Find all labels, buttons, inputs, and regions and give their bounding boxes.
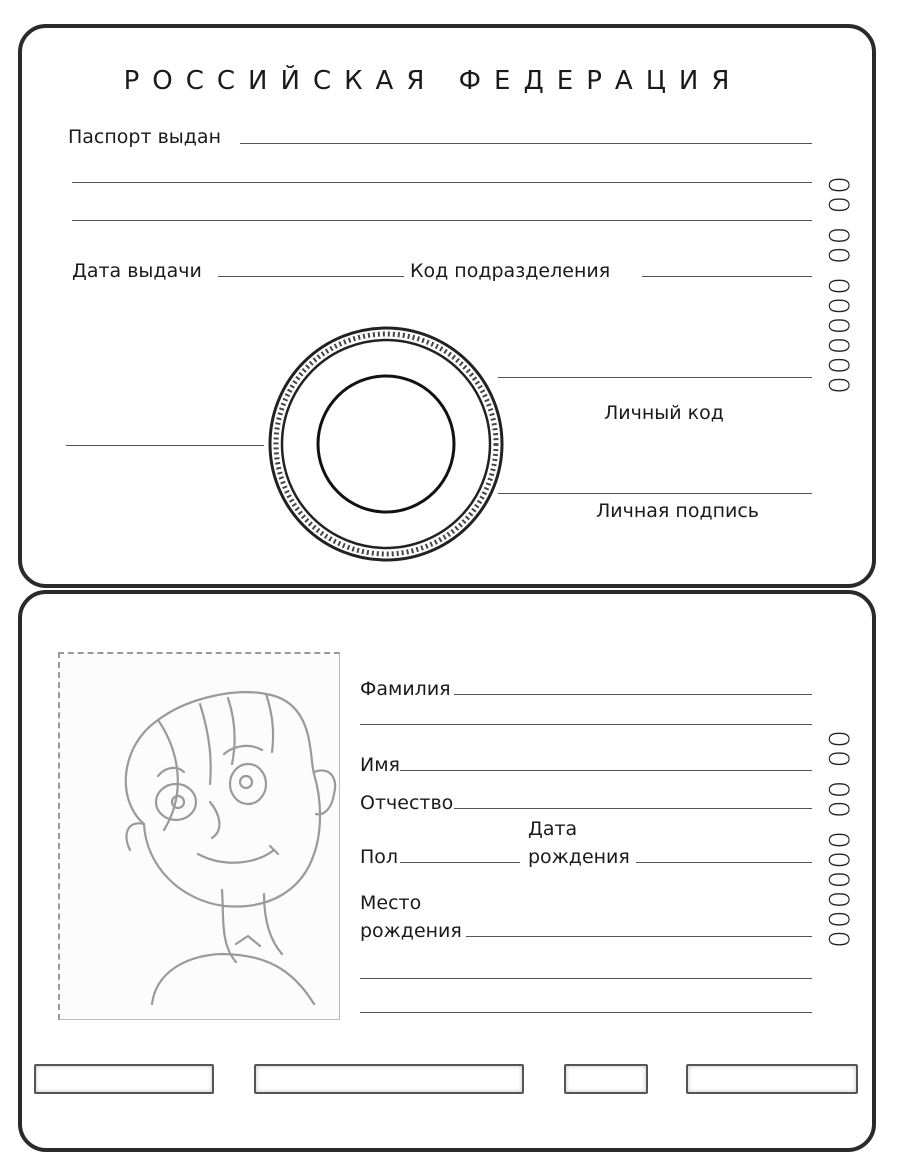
- personal-signature-label: Личная подпись: [596, 500, 759, 522]
- mrz-box-3[interactable]: [564, 1064, 648, 1094]
- mrz-box-4[interactable]: [686, 1064, 858, 1094]
- personal-code-line[interactable]: [498, 377, 812, 378]
- serial-number-top: 000000 00 00: [823, 174, 856, 394]
- issued-by-line-3[interactable]: [72, 220, 812, 221]
- surname-line-1[interactable]: [454, 694, 812, 695]
- photo-frame: [58, 652, 340, 1020]
- name-line[interactable]: [400, 770, 812, 771]
- surname-line-2[interactable]: [360, 724, 812, 725]
- birth-place-line-1[interactable]: [466, 936, 812, 937]
- portrait-photo-icon: [60, 654, 338, 1018]
- sex-line[interactable]: [400, 862, 520, 863]
- birth-date-label-line1: Дата: [528, 818, 578, 840]
- birth-date-line[interactable]: [636, 862, 812, 863]
- personal-code-label: Личный код: [604, 402, 724, 424]
- mrz-box-2[interactable]: [254, 1064, 524, 1094]
- official-stamp-icon: [262, 320, 510, 568]
- patronymic-line[interactable]: [454, 808, 812, 809]
- birth-date-label-line2: рождения: [528, 846, 630, 868]
- division-code-label: Код подразделения: [410, 260, 611, 282]
- issue-date-label: Дата выдачи: [72, 260, 202, 282]
- mrz-box-1[interactable]: [34, 1064, 214, 1094]
- division-code-line[interactable]: [642, 276, 812, 277]
- serial-number-bottom: 000000 00 00: [823, 728, 856, 948]
- left-signature-line[interactable]: [66, 445, 264, 446]
- issued-by-line-2[interactable]: [72, 182, 812, 183]
- surname-label: Фамилия: [360, 678, 451, 700]
- patronymic-label: Отчество: [360, 792, 454, 814]
- issued-by-label: Паспорт выдан: [68, 126, 221, 148]
- sex-label: Пол: [360, 846, 399, 868]
- birth-place-label-line2: рождения: [360, 920, 462, 942]
- country-title: РОССИЙСКАЯ ФЕДЕРАЦИЯ: [123, 66, 743, 96]
- birth-place-line-2[interactable]: [360, 978, 812, 979]
- issue-date-line[interactable]: [218, 276, 404, 277]
- issued-by-line-1[interactable]: [240, 143, 812, 144]
- passport-personal-data-page: [18, 590, 876, 1152]
- birth-place-label-line1: Место: [360, 892, 422, 914]
- passport-issue-page: [18, 24, 876, 588]
- name-label: Имя: [360, 754, 400, 776]
- personal-signature-line[interactable]: [498, 493, 812, 494]
- birth-place-line-3[interactable]: [360, 1012, 812, 1013]
